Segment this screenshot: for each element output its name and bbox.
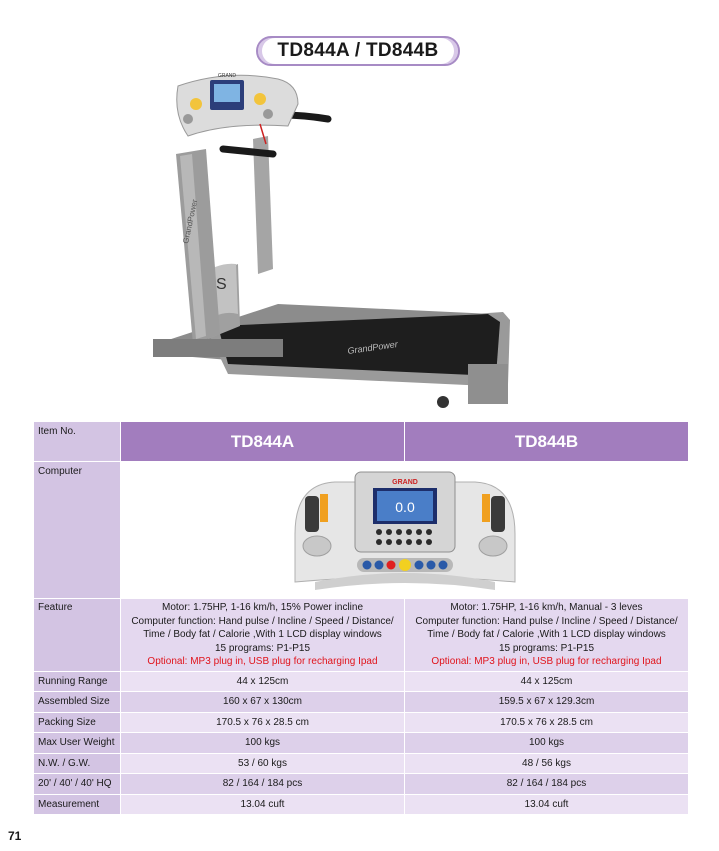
- row-value-b: 82 / 164 / 184 pcs: [405, 774, 689, 795]
- row-label: Assembled Size: [34, 692, 121, 713]
- feature-b-line: Time / Body fat / Calorie ,With 1 LCD display windows: [427, 629, 666, 640]
- feature-a: [121, 599, 405, 672]
- feature-a-line: Computer function: Hand pulse / Incline / Speed / Distance/: [131, 615, 394, 627]
- row-label: Running Range: [34, 671, 121, 692]
- row-label: 20' / 40' / 40' HQ: [34, 774, 121, 795]
- feature-label: Feature: [34, 599, 121, 672]
- row-label: Max User Weight: [34, 733, 121, 754]
- page-number: 71: [8, 829, 22, 843]
- table-row: [34, 692, 689, 713]
- row-value-b: 44 x 125cm: [405, 671, 689, 692]
- upright-brand-text: GrandPower: [181, 198, 200, 245]
- model-b-header: TD844B: [405, 422, 689, 462]
- computer-label: Computer: [34, 462, 121, 599]
- row-value-a: 160 x 67 x 130cm: [121, 692, 405, 713]
- feature-a-optional: Optional: MP3 plug in, USB plug for recharging Ipad: [147, 656, 378, 667]
- row-value-b: 48 / 56 kgs: [405, 753, 689, 774]
- computer-row: [34, 462, 689, 599]
- item-no-label: Item No.: [34, 422, 121, 462]
- table-row: [34, 794, 689, 815]
- spec-table: [33, 421, 689, 815]
- hero-console-logo: GRAND: [217, 73, 237, 79]
- console-display-value: 0.0: [394, 498, 415, 515]
- table-row: [34, 733, 689, 754]
- row-value-a: 82 / 164 / 184 pcs: [121, 774, 405, 795]
- feature-row: [34, 599, 689, 672]
- feature-a-line: Motor: 1.75HP, 1-16 km/h, 15% Power incline: [161, 602, 364, 613]
- feature-a-line: Time / Body fat / Calorie ,With 1 LCD display windows: [143, 629, 382, 640]
- console-image: [275, 464, 535, 594]
- feature-a-line: 15 programs: P1-P15: [214, 642, 311, 654]
- model-a-header: TD844A: [121, 422, 405, 462]
- row-value-a: 13.04 cuft: [121, 794, 405, 815]
- row-value-a: 170.5 x 76 x 28.5 cm: [121, 712, 405, 733]
- table-header-row: [34, 422, 689, 462]
- row-label: N.W. / G.W.: [34, 753, 121, 774]
- feature-b-line: Motor: 1.75HP, 1-16 km/h, Manual - 3 leves: [450, 602, 643, 613]
- table-row: [34, 712, 689, 733]
- row-value-a: 53 / 60 kgs: [121, 753, 405, 774]
- feature-b-line: 15 programs: P1-P15: [498, 642, 595, 654]
- row-value-a: 44 x 125cm: [121, 671, 405, 692]
- row-label: Packing Size: [34, 712, 121, 733]
- row-value-b: 170.5 x 76 x 28.5 cm: [405, 712, 689, 733]
- treadmill-image: [148, 64, 528, 416]
- console-logo-text: GRAND: [391, 478, 418, 486]
- feature-b-line: Computer function: Hand pulse / Incline / Speed / Distance/: [415, 615, 678, 627]
- row-value-b: 100 kgs: [405, 733, 689, 754]
- svg-text:S: S: [216, 276, 227, 293]
- feature-b: [405, 599, 689, 672]
- page-title: TD844A / TD844B: [256, 36, 460, 66]
- row-value-b: 159.5 x 67 x 129.3cm: [405, 692, 689, 713]
- row-value-a: 100 kgs: [121, 733, 405, 754]
- table-row: [34, 753, 689, 774]
- row-value-b: 13.04 cuft: [405, 794, 689, 815]
- row-label: Measurement: [34, 794, 121, 815]
- deck-brand-text: GrandPower: [346, 339, 399, 356]
- table-row: [34, 671, 689, 692]
- console-image-cell: [121, 462, 689, 599]
- feature-b-optional: Optional: MP3 plug in, USB plug for recharging Ipad: [431, 656, 662, 667]
- table-row: [34, 774, 689, 795]
